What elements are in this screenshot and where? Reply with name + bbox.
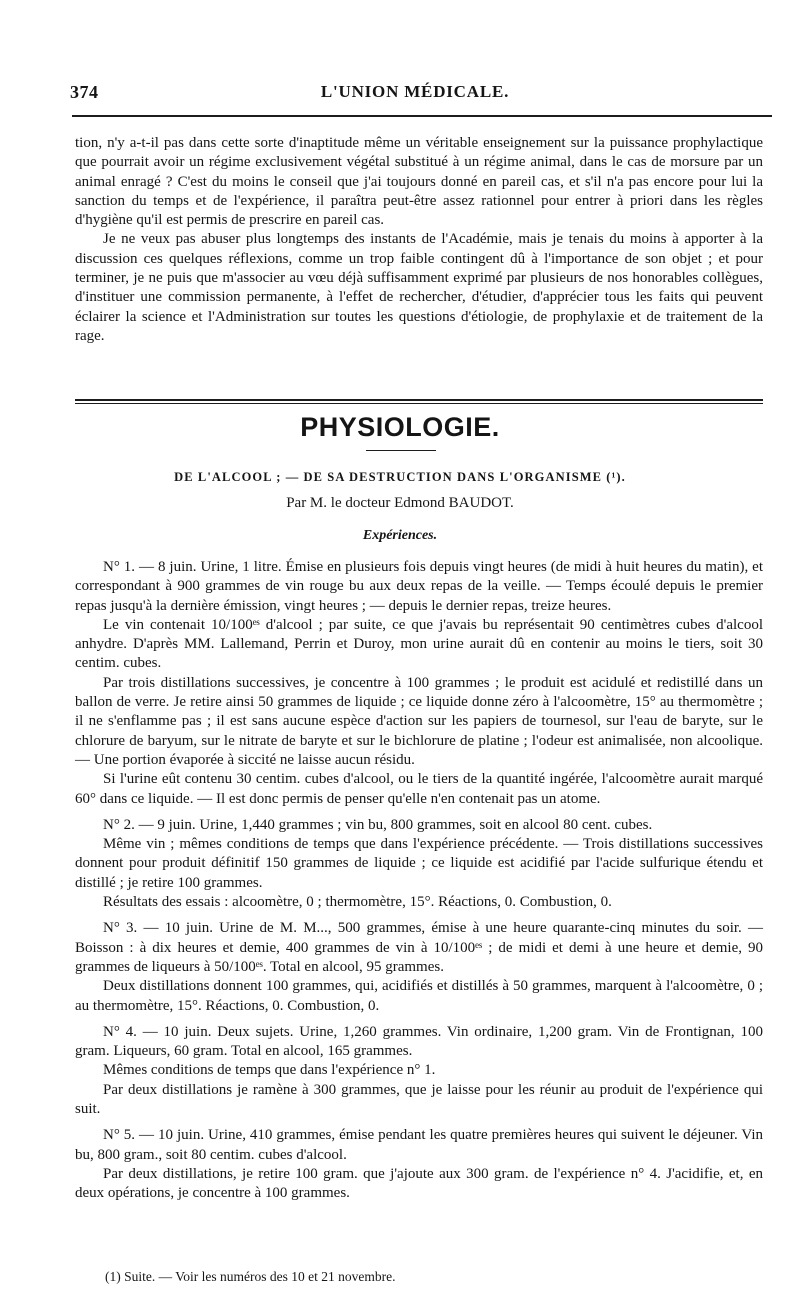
paragraph: tion, n'y a-t-il pas dans cette sorte d'inaptitude même un véritable enseignement sur la puissance prophylactique que pourrait avoir un régime exclusivement végétal substitué à un régime animal, dans le cas de morsure par un animal enragé ? C'est du moins le conseil que j'ai toujours donné en pareil cas, et s'il n'a pas encore pour lui la sanction du temps et de l'expérience, il paraîtra peut-être assez rationnel pour entrer à priori dans les règles d'hygiène qu'il est permis de prescrire en pareil cas.: [75, 135, 763, 229]
experiment-entry: N° 2. — 9 juin. Urine, 1,440 grammes ; vin bu, 800 grammes, soit en alcool 80 cent. cubes.: [103, 816, 653, 833]
paragraph: Le vin contenait 10/100ᵉˢ d'alcool ; par suite, ce que j'avais bu représentait 90 centimètres cubes d'alcool anhydre. D'après MM. Lallemand, Perrin et Duroy, mon urine aurait dû en contenir au moins le tiers, soit 30 centim. cubes.: [75, 616, 763, 672]
byline: Par M. le docteur Edmond BAUDOT.: [286, 495, 514, 511]
title-underline: [366, 450, 436, 451]
section-title: PHYSIOLOGIE.: [300, 412, 500, 442]
experiment-entry: N° 3. — 10 juin. Urine de M. M..., 500 grammes, émise à une heure quarante-cinq minutes du soir. — Boisson : à dix heures et demie, 400 grammes de vin à 10/100ᵉˢ ; de midi et demi à une heure et demie, 90 grammes de liqueurs à 50/100ᵉˢ. Total en alcool, 95 grammes.: [75, 920, 763, 975]
paragraph: Si l'urine eût contenu 30 centim. cubes d'alcool, ou le tiers de la quantité ingérée, l'alcoomètre aurait marqué 60° dans ce liquide. — Il est donc permis de penser qu'elle n'en contenait pas un atome.: [75, 771, 763, 807]
paragraph: Deux distillations donnent 100 grammes, qui, acidifiés et distillés à 50 grammes, marquent à l'alcoomètre, 0 ; au thermomètre, 15°. Réactions, 0. Combustion, 0.: [75, 978, 763, 1014]
experiment-entry: N° 4. — 10 juin. Deux sujets. Urine, 1,260 grammes. Vin ordinaire, 1,200 gram. Vin de Frontignan, 100 gram. Liqueurs, 60 gram. Total en alcool, 165 grammes.: [75, 1023, 763, 1060]
running-head: L'UNION MÉDICALE.: [320, 82, 510, 101]
experiment-entry: N° 5. — 10 juin. Urine, 410 grammes, émise pendant les quatre premières heures qui suivent le déjeuner. Vin bu, 800 gram., soit 80 centim. cubes d'alcool.: [75, 1127, 763, 1163]
paragraph: Même vin ; mêmes conditions de temps que dans l'expérience précédente. — Trois distillations successives donnent pour produit définitif 150 grammes de liquide ; ce liquide est acidifié par l'acide sulfurique étendu et distillé ; je retire 100 grammes.: [75, 836, 763, 891]
paragraph: Résultats des essais : alcoomètre, 0 ; thermomètre, 15°. Réactions, 0. Combustion, 0.: [103, 894, 612, 911]
experiments-text: [75, 558, 763, 1204]
paragraph: Par deux distillations je ramène à 300 grammes, que je laisse pour les réunir au produit de l'expérience qui suit.: [75, 1081, 763, 1118]
section-rule-top: [75, 399, 763, 401]
continuation-text: [75, 134, 763, 346]
page-header: [70, 82, 760, 114]
article-title: DE L'ALCOOL ; — DE SA DESTRUCTION DANS L'ORGANISME (¹).: [174, 470, 626, 484]
subsection-title: Expériences.: [362, 528, 438, 543]
page-number: 374: [70, 82, 99, 102]
section-rule-bottom: [75, 403, 763, 404]
header-rule: [72, 115, 772, 117]
paragraph: Je ne veux pas abuser plus longtemps des instants de l'Académie, mais je tenais du moins à apporter à la discussion ces quelques réflexions, comme un trop faible contingent dû à l'importance de son objet ; et pour terminer, je ne puis que m'associer au vœu déjà suffisamment exprimé par plusieurs de nos honorables collègues, d'instituer une commission permanente, à l'effet de rechercher, d'étudier, d'apprécier tous les faits qui peuvent éclairer la science et l'Administration sur toutes les questions d'étiologie, de prophylaxie et de traitement de la rage.: [75, 231, 763, 344]
experiment-entry: N° 1. — 8 juin. Urine, 1 litre. Émise en plusieurs fois depuis vingt heures (de midi à huit heures du matin), et correspondant à 900 grammes de vin rouge bu aux deux repas de la veille. — Temps écoulé depuis le premier repas jusqu'à la dernière émission, vingt heures ; — depuis le dernier repas, treize heures.: [75, 559, 763, 614]
paragraph: Par deux distillations, je retire 100 gram. que j'ajoute aux 300 gram. de l'expérience n° 4. J'acidifie, et, en deux opérations, je concentre à 100 grammes.: [75, 1165, 763, 1202]
paragraph: Par trois distillations successives, je concentre à 100 grammes ; le produit est acidulé et redistillé dans un ballon de verre. Je retire ainsi 50 grammes de liquide ; ce liquide donne zéro à l'alcoomètre, 15° au thermomètre ; il ne s'enflamme pas ; il est sans aucune espèce d'action sur les papiers de tournesol, sur l'eau de baryte, sur le chlorure de baryum, sur le nitrate de baryte et sur le bichlorure de platine ; l'odeur est animalisée, non alcoolique. — Une portion évaporée à siccité ne laisse aucun résidu.: [75, 674, 763, 768]
footnote: (1) Suite. — Voir les numéros des 10 et 21 novembre.: [105, 1269, 396, 1284]
paragraph: Mêmes conditions de temps que dans l'expérience n° 1.: [103, 1062, 436, 1079]
